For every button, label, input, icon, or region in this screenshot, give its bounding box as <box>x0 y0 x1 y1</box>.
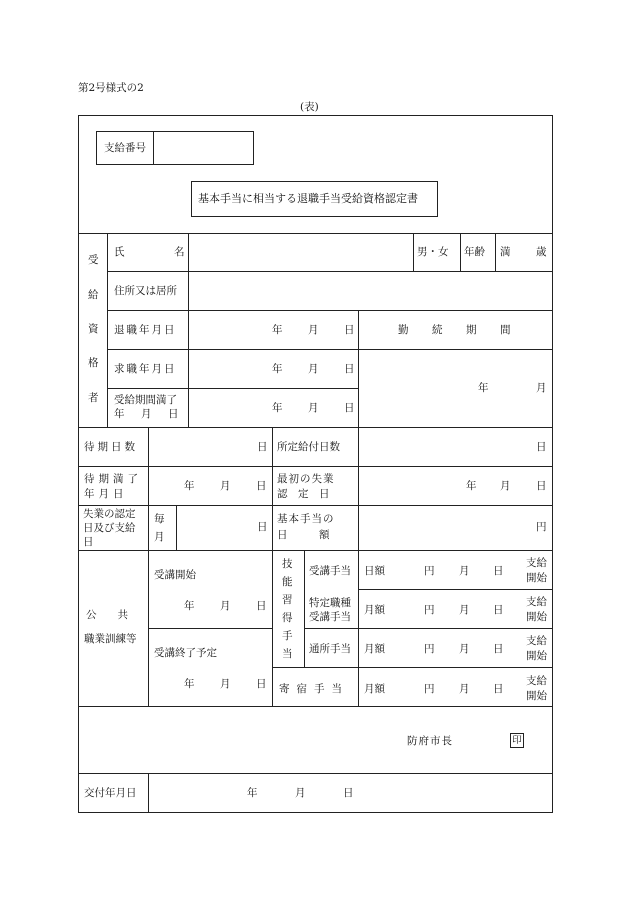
training-end-year: 年 <box>184 678 195 690</box>
special-course-label-1: 特定職種 <box>309 597 351 609</box>
benefit-expiry-month: 月 <box>308 402 319 414</box>
special-course-label-2: 受講手当 <box>309 611 351 623</box>
training-label-1: 公 共 <box>86 609 128 621</box>
course-start-2: 開始 <box>526 572 547 584</box>
retirement-year: 年 <box>272 324 283 336</box>
training-start-month: 月 <box>220 600 231 612</box>
skill-allowance-char-4: 得 <box>282 612 293 624</box>
boarding-month: 月 <box>459 683 470 695</box>
first-unemployment-label-2: 認 定 日 <box>277 488 330 500</box>
age-prefix: 満 <box>500 246 511 258</box>
training-end-day: 日 <box>256 678 267 690</box>
commute-start-1: 支給 <box>526 635 547 647</box>
course-allowance-label: 受講手当 <box>309 565 351 577</box>
commute-day: 日 <box>493 643 504 655</box>
retirement-date-label: 退職年月日 <box>114 324 177 336</box>
document-title: 基本手当に相当する退職手当受給資格認定書 <box>198 192 418 205</box>
service-months: 月 <box>536 382 547 394</box>
age-suffix: 歳 <box>536 246 547 258</box>
skill-allowance-char-2: 能 <box>282 576 293 588</box>
service-period-1: 勤 <box>398 324 409 336</box>
waiting-days-label: 待期日数 <box>84 441 138 453</box>
training-end-month: 月 <box>220 678 231 690</box>
gender-label[interactable]: 男・女 <box>417 246 449 258</box>
course-yen: 円 <box>424 565 435 577</box>
seal-stamp: 印 <box>510 733 524 748</box>
certification-label-2: 日及び支給 <box>83 522 136 534</box>
service-years: 年 <box>478 382 489 394</box>
training-start-day: 日 <box>256 600 267 612</box>
course-amount-label: 日額 <box>364 565 385 577</box>
skill-allowance-char-1: 技 <box>282 558 293 570</box>
recipient-char-2: 給 <box>88 289 99 301</box>
benefit-expiry-day: 日 <box>344 402 355 414</box>
benefit-expiry-year: 年 <box>272 402 283 414</box>
waiting-end-day: 日 <box>256 480 267 492</box>
commute-amount-label: 月額 <box>364 643 385 655</box>
special-day: 日 <box>493 604 504 616</box>
issue-date-label: 交付年月日 <box>84 787 137 799</box>
waiting-days-unit: 日 <box>257 441 268 453</box>
commute-start-2: 開始 <box>526 650 547 662</box>
name-label-2: 名 <box>174 246 185 258</box>
special-amount-label: 月額 <box>364 604 385 616</box>
job-application-year: 年 <box>272 363 283 375</box>
basic-allowance-label-1: 基本手当の <box>277 513 335 525</box>
retirement-month: 月 <box>308 324 319 336</box>
course-start-1: 支給 <box>526 557 547 569</box>
skill-allowance-char-6: 当 <box>282 648 293 660</box>
waiting-end-year: 年 <box>184 480 195 492</box>
recipient-char-5: 者 <box>88 392 99 404</box>
name-label-1: 氏 <box>114 246 125 258</box>
issue-month: 月 <box>295 787 306 799</box>
every-label-1: 毎 <box>154 513 165 525</box>
first-unemployment-label-1: 最初の失業 <box>277 473 335 485</box>
special-month: 月 <box>459 604 470 616</box>
address-label: 住所又は居所 <box>114 285 177 297</box>
form-number: 第2号様式の2 <box>78 82 144 94</box>
waiting-end-month: 月 <box>220 480 231 492</box>
training-label-2: 職業訓練等 <box>84 633 137 645</box>
commute-month: 月 <box>459 643 470 655</box>
benefit-expiry-label-1: 受給期間満了 <box>114 394 177 406</box>
basic-allowance-label-2: 日 額 <box>277 529 330 541</box>
benefit-expiry-label-2: 年 月 日 <box>114 408 182 420</box>
training-end-label: 受講終了予定 <box>154 647 217 659</box>
commute-yen: 円 <box>424 643 435 655</box>
boarding-amount-label: 月額 <box>364 683 385 695</box>
first-unemployment-month: 月 <box>500 480 511 492</box>
certification-day-unit: 日 <box>257 521 268 533</box>
special-start-2: 開始 <box>526 611 547 623</box>
age-label: 年齢 <box>464 246 485 258</box>
basic-allowance-unit: 円 <box>536 521 547 533</box>
prescribed-days-label: 所定給付日数 <box>277 441 340 453</box>
recipient-char-1: 受 <box>88 254 99 266</box>
special-yen: 円 <box>424 604 435 616</box>
issue-day: 日 <box>343 787 354 799</box>
mayor-label: 防府市長 <box>407 735 453 747</box>
certification-label-1: 失業の認定 <box>83 508 136 520</box>
first-unemployment-day: 日 <box>536 480 547 492</box>
skill-allowance-char-3: 習 <box>282 594 293 606</box>
certification-label-3: 日 <box>83 536 94 548</box>
issue-year: 年 <box>247 787 258 799</box>
recipient-char-4: 格 <box>88 357 99 369</box>
boarding-day: 日 <box>493 683 504 695</box>
payment-number-label: 支給番号 <box>104 142 146 154</box>
course-day: 日 <box>493 565 504 577</box>
every-label-2: 月 <box>154 531 165 543</box>
service-period-3: 期 <box>466 324 477 336</box>
boarding-yen: 円 <box>424 683 435 695</box>
job-application-month: 月 <box>308 363 319 375</box>
training-start-label: 受講開始 <box>154 569 196 581</box>
service-period-4: 間 <box>500 324 511 336</box>
job-application-label: 求職年月日 <box>114 363 177 375</box>
boarding-start-2: 開始 <box>526 690 547 702</box>
service-period-2: 続 <box>432 324 443 336</box>
waiting-end-label-1: 待期満了 <box>84 473 142 485</box>
special-start-1: 支給 <box>526 596 547 608</box>
skill-allowance-char-5: 手 <box>282 630 293 642</box>
job-application-day: 日 <box>344 363 355 375</box>
form-frame <box>78 115 553 813</box>
prescribed-days-unit: 日 <box>536 441 547 453</box>
waiting-end-label-2: 年月日 <box>84 488 128 500</box>
training-start-year: 年 <box>184 600 195 612</box>
recipient-char-3: 資 <box>88 323 99 335</box>
side-label: (表) <box>300 101 319 113</box>
first-unemployment-year: 年 <box>466 480 477 492</box>
commute-allowance-label: 通所手当 <box>309 643 351 655</box>
course-month: 月 <box>459 565 470 577</box>
boarding-start-1: 支給 <box>526 675 547 687</box>
boarding-allowance-label: 寄宿手当 <box>279 683 349 695</box>
retirement-day: 日 <box>344 324 355 336</box>
